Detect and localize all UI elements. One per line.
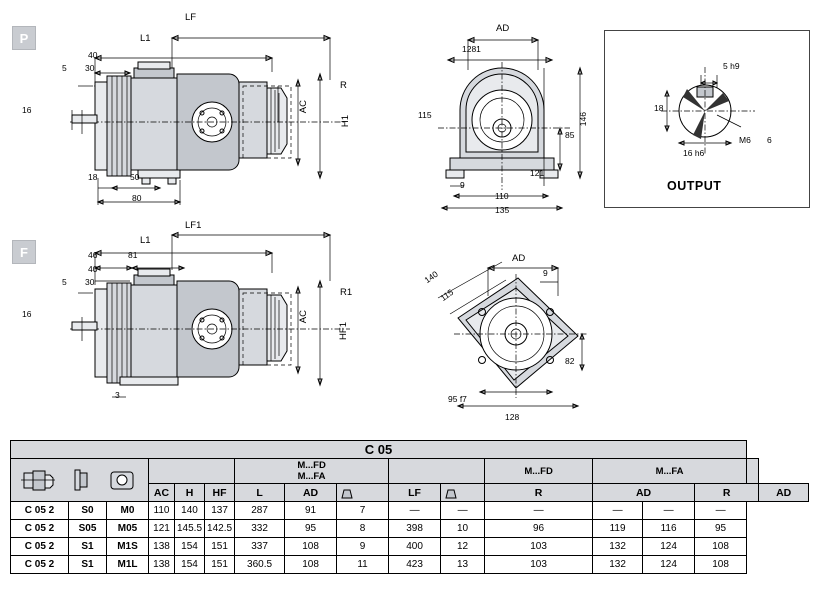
dim-f-81: 81: [128, 250, 138, 260]
row-1-AD-fd: 119: [593, 520, 643, 538]
dim-f-3: 3: [115, 390, 120, 400]
dim-f-128: 128: [505, 412, 520, 422]
dim-p-40: 40: [88, 50, 98, 60]
weight-icon-2: [443, 487, 459, 499]
group-header-4: [747, 459, 759, 484]
row-0-R-fd: —: [485, 502, 593, 520]
flange-icon: [71, 467, 91, 493]
motor-icon: [21, 467, 55, 493]
row-2-motor: M1S: [107, 538, 149, 556]
row-1-motor: M05: [107, 520, 149, 538]
col-R-fa: R: [695, 484, 759, 502]
row-1-Kg: 8: [337, 520, 389, 538]
row-1-R-fd: 96: [485, 520, 593, 538]
dim-p-R: R: [340, 80, 347, 91]
row-0-AD-fa: —: [695, 502, 747, 520]
drawing-f-front-view: [410, 240, 610, 425]
row-0-model: C 05 2: [11, 502, 69, 520]
group-header-0: [235, 459, 389, 484]
dim-out-18: 18: [654, 103, 664, 113]
row-0-AC: 110: [149, 502, 175, 520]
col-H: H: [175, 484, 205, 502]
col-AD: AD: [285, 484, 337, 502]
row-2-LF: 400: [389, 538, 441, 556]
col-AD-fa: AD: [759, 484, 809, 502]
col-LF: LF: [389, 484, 441, 502]
group-header-0-line2: M...FA: [297, 471, 326, 482]
output-shaft-drawing: [605, 31, 809, 181]
row-3-Kg2: 13: [441, 556, 485, 574]
dim-out-M6: M6: [739, 135, 751, 145]
dim-f-115: 115: [438, 287, 456, 303]
col-HF: HF: [205, 484, 235, 502]
group-header-2: M...FD: [485, 459, 593, 484]
row-1-AC: 121: [149, 520, 175, 538]
col-R-fd: R: [485, 484, 593, 502]
col-Kg: [337, 484, 389, 502]
dim-f-82: 82: [565, 356, 575, 366]
gearbox-icon: [108, 467, 138, 493]
dim-p-H1: H1: [340, 115, 351, 128]
row-2-R-fa: 124: [643, 538, 695, 556]
group-header-1: [389, 459, 485, 484]
row-2-AD-fd: 132: [593, 538, 643, 556]
dim-out-depth: 6: [767, 135, 772, 145]
row-0-LF: —: [389, 502, 441, 520]
row-3-H: 154: [175, 556, 205, 574]
dim-f-5: 5: [62, 277, 67, 287]
dim-f-L1: L1: [140, 235, 151, 246]
row-0-size: S0: [69, 502, 107, 520]
row-0-Kg2: —: [441, 502, 485, 520]
dim-out-key-width: 5 h9: [723, 61, 740, 71]
row-0-motor: M0: [107, 502, 149, 520]
row-3-R-fa: 124: [643, 556, 695, 574]
dim-out-shaft-dia: 16 h6: [683, 148, 705, 158]
row-0-AD: 91: [285, 502, 337, 520]
row-2-model: C 05 2: [11, 538, 69, 556]
dim-p-80: 80: [132, 193, 142, 203]
row-1-HF: 142.5: [205, 520, 235, 538]
row-2-Kg: 9: [337, 538, 389, 556]
dim-f-9: 9: [543, 268, 548, 278]
row-2-AD: 108: [285, 538, 337, 556]
row-2-AC: 138: [149, 538, 175, 556]
row-3-AD: 108: [285, 556, 337, 574]
dim-f-AC: AC: [298, 310, 309, 324]
row-0-H: 140: [175, 502, 205, 520]
row-3-motor: M1L: [107, 556, 149, 574]
row-2-AD-fa: 108: [695, 538, 747, 556]
dim-p-115: 115: [418, 110, 432, 120]
row-3-model: C 05 2: [11, 556, 69, 574]
row-1-AD-fa: 95: [695, 520, 747, 538]
col-AC: AC: [149, 484, 175, 502]
row-0-R-fa: —: [643, 502, 695, 520]
dim-p-85: 85: [565, 130, 575, 140]
row-3-R-fd: 103: [485, 556, 593, 574]
dim-p-5: 5: [62, 63, 67, 73]
group-header-0-line1: M...FD: [297, 460, 326, 471]
dim-p-135: 135: [495, 205, 510, 215]
dim-p-18: 18: [88, 172, 98, 182]
row-3-HF: 151: [205, 556, 235, 574]
row-0-AD-fd: —: [593, 502, 643, 520]
dim-f-16: 16: [22, 309, 32, 319]
dim-p-121: 121: [530, 168, 545, 178]
row-2-R-fd: 103: [485, 538, 593, 556]
row-2-H: 154: [175, 538, 205, 556]
row-3-AC: 138: [149, 556, 175, 574]
row-1-R-fa: 116: [643, 520, 695, 538]
dim-f-46: 46: [88, 250, 98, 260]
section-badge-f: F: [12, 240, 36, 264]
row-1-model: C 05 2: [11, 520, 69, 538]
row-0-L: 287: [235, 502, 285, 520]
row-1-size: S05: [69, 520, 107, 538]
col-L: L: [235, 484, 285, 502]
table-row: [11, 538, 809, 556]
spec-table: [10, 440, 809, 574]
dim-f-40: 40: [88, 264, 98, 274]
dim-p-L1: L1: [140, 33, 151, 44]
table-spacer-1: [149, 459, 235, 484]
dim-p-9: 9: [460, 180, 465, 190]
row-1-LF: 398: [389, 520, 441, 538]
output-panel: [604, 30, 810, 208]
table-title: C 05: [11, 441, 747, 459]
row-0-Kg: 7: [337, 502, 389, 520]
dim-f-95: 95 f7: [448, 394, 467, 404]
row-2-L: 337: [235, 538, 285, 556]
dim-f-R1: R1: [340, 287, 353, 298]
dim-f-AD: AD: [512, 253, 526, 264]
row-3-LF: 423: [389, 556, 441, 574]
section-badge-p: P: [12, 26, 36, 50]
group-header-3: M...FA: [593, 459, 747, 484]
row-3-AD-fa: 108: [695, 556, 747, 574]
table-row: [11, 556, 809, 574]
dim-p-146: 146: [578, 112, 588, 127]
row-3-L: 360.5: [235, 556, 285, 574]
dim-p-LF: LF: [185, 12, 197, 23]
dim-p-16: 16: [22, 105, 32, 115]
dim-f-140: 140: [422, 268, 440, 286]
col-Kg2: [441, 484, 485, 502]
table-row: [11, 520, 809, 538]
row-2-HF: 151: [205, 538, 235, 556]
row-3-AD-fd: 132: [593, 556, 643, 574]
row-2-Kg2: 12: [441, 538, 485, 556]
dim-p-AD: AD: [496, 23, 510, 34]
table-icon-cell: [11, 459, 149, 502]
dim-p-30: 30: [85, 63, 95, 73]
row-1-Kg2: 10: [441, 520, 485, 538]
dim-f-HF1: HF1: [338, 322, 349, 340]
dim-p-AC: AC: [298, 100, 309, 114]
col-AD-fd: AD: [593, 484, 695, 502]
row-1-L: 332: [235, 520, 285, 538]
row-0-HF: 137: [205, 502, 235, 520]
dim-f-30: 30: [85, 277, 95, 287]
drawing-p-front-view: [420, 10, 600, 215]
table-row: [11, 502, 809, 520]
weight-icon: [339, 487, 355, 499]
output-label: OUTPUT: [667, 179, 722, 193]
row-1-AD: 95: [285, 520, 337, 538]
drawing-f-side-view: [60, 215, 360, 410]
row-1-H: 145.5: [175, 520, 205, 538]
dim-f-LF1: LF1: [185, 220, 202, 231]
dim-p-1281: 1281: [462, 44, 481, 54]
dim-p-50: 50: [130, 172, 140, 182]
row-2-size: S1: [69, 538, 107, 556]
dim-p-110: 110: [495, 191, 509, 201]
row-3-size: S1: [69, 556, 107, 574]
row-3-Kg: 11: [337, 556, 389, 574]
